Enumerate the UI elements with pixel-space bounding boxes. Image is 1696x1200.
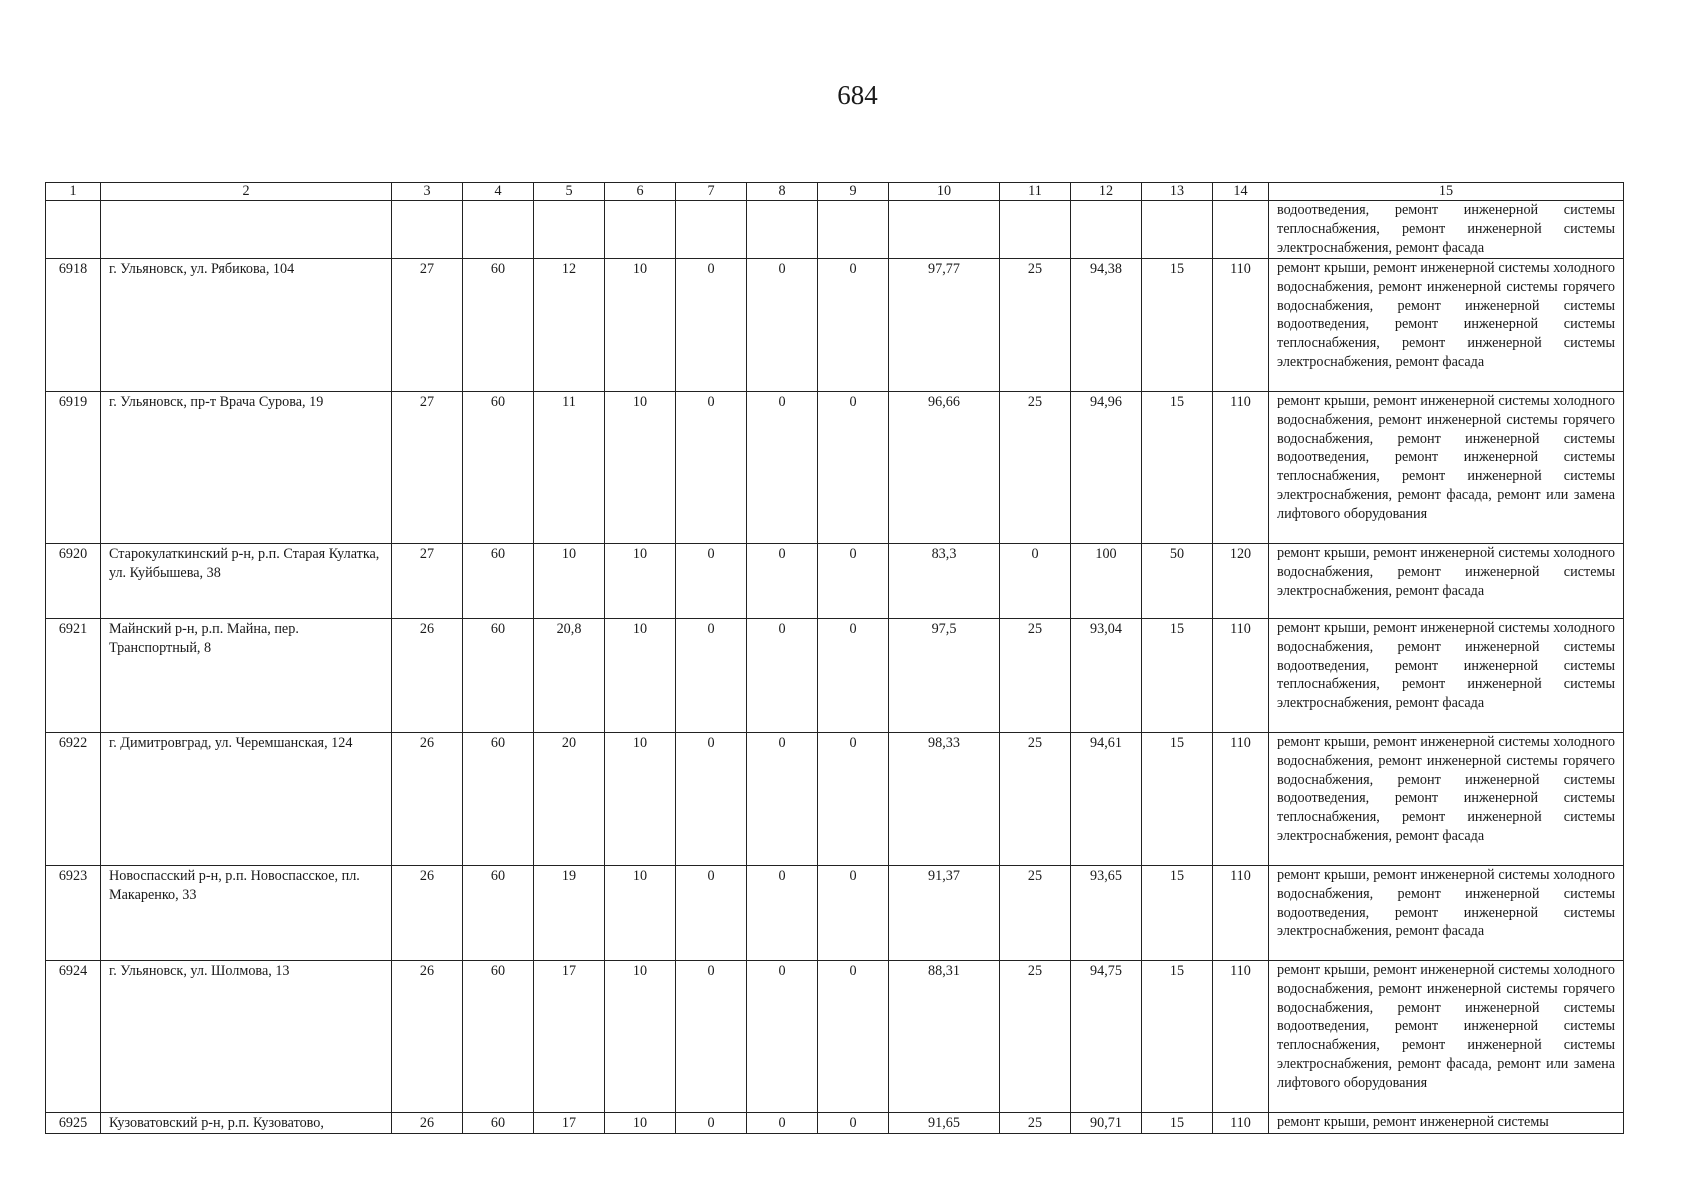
- row-number: 6924: [46, 961, 101, 1113]
- data-cell: 94,61: [1071, 733, 1142, 866]
- data-cell: 0: [1000, 544, 1071, 619]
- column-header: 9: [818, 183, 889, 201]
- data-cell: 15: [1142, 259, 1213, 392]
- data-cell: 0: [818, 544, 889, 619]
- data-cell: 0: [818, 392, 889, 544]
- data-cell: 19: [534, 866, 605, 961]
- data-cell: [1071, 201, 1142, 259]
- data-cell: [392, 201, 463, 259]
- table-row: [46, 619, 1624, 733]
- row-number: 6921: [46, 619, 101, 733]
- repair-works-cell: ремонт крыши, ремонт инженерной системы холодного водоснабжения, ремонт инженерной системы водоотведения, ремонт инженерной системы теплоснабжения, ремонт инженерной системы электроснабжения, ремонт фасада: [1269, 619, 1624, 733]
- data-cell: 0: [676, 733, 747, 866]
- data-cell: 10: [605, 259, 676, 392]
- address-cell: г. Ульяновск, ул. Рябикова, 104: [101, 259, 392, 392]
- data-cell: 15: [1142, 733, 1213, 866]
- data-cell: 60: [463, 1113, 534, 1134]
- column-header: 8: [747, 183, 818, 201]
- data-cell: 0: [747, 544, 818, 619]
- data-cell: 110: [1213, 1113, 1269, 1134]
- data-cell: 10: [534, 544, 605, 619]
- column-header: 2: [101, 183, 392, 201]
- row-number: 6918: [46, 259, 101, 392]
- data-cell: 120: [1213, 544, 1269, 619]
- data-cell: 97,77: [889, 259, 1000, 392]
- table-row: [46, 961, 1624, 1113]
- data-cell: 27: [392, 544, 463, 619]
- address-cell: г. Димитровград, ул. Черемшанская, 124: [101, 733, 392, 866]
- data-cell: 0: [818, 961, 889, 1113]
- housing-repair-table: [45, 182, 1624, 1134]
- data-cell: [1142, 201, 1213, 259]
- repair-works-cell: ремонт крыши, ремонт инженерной системы холодного водоснабжения, ремонт инженерной системы горячего водоснабжения, ремонт инженерной системы водоотведения, ремонт инженерной системы теплоснабжения, ремонт инженерной системы электроснабжения, ремонт фасада, ремонт или замена лифтового оборудования: [1269, 392, 1624, 544]
- data-cell: 15: [1142, 1113, 1213, 1134]
- address-cell: Майнский р-н, р.п. Майна, пер. Транспортный, 8: [101, 619, 392, 733]
- data-cell: [676, 201, 747, 259]
- data-cell: 110: [1213, 392, 1269, 544]
- data-cell: 60: [463, 259, 534, 392]
- data-cell: 25: [1000, 961, 1071, 1113]
- data-cell: 93,04: [1071, 619, 1142, 733]
- data-cell: [463, 201, 534, 259]
- data-cell: 15: [1142, 619, 1213, 733]
- data-cell: 26: [392, 733, 463, 866]
- data-cell: 0: [747, 259, 818, 392]
- data-cell: 0: [747, 733, 818, 866]
- column-header: 14: [1213, 183, 1269, 201]
- data-cell: 26: [392, 866, 463, 961]
- data-cell: 91,37: [889, 866, 1000, 961]
- data-cell: 26: [392, 961, 463, 1113]
- data-cell: [534, 201, 605, 259]
- data-cell: 0: [676, 961, 747, 1113]
- data-cell: 0: [676, 619, 747, 733]
- table-row: [46, 733, 1624, 866]
- address-cell: Старокулаткинский р-н, р.п. Старая Кулатка, ул. Куйбышева, 38: [101, 544, 392, 619]
- data-cell: 11: [534, 392, 605, 544]
- data-cell: 94,96: [1071, 392, 1142, 544]
- data-cell: 27: [392, 392, 463, 544]
- address-cell: г. Ульяновск, пр-т Врача Сурова, 19: [101, 392, 392, 544]
- data-cell: 0: [676, 259, 747, 392]
- data-cell: 60: [463, 866, 534, 961]
- data-cell: [747, 201, 818, 259]
- data-cell: 0: [747, 1113, 818, 1134]
- address-cell: г. Ульяновск, ул. Шолмова, 13: [101, 961, 392, 1113]
- data-cell: 93,65: [1071, 866, 1142, 961]
- data-cell: [605, 201, 676, 259]
- column-header: 7: [676, 183, 747, 201]
- data-cell: 10: [605, 961, 676, 1113]
- data-cell: 60: [463, 619, 534, 733]
- repair-works-cell: ремонт крыши, ремонт инженерной системы холодного водоснабжения, ремонт инженерной системы электроснабжения, ремонт фасада: [1269, 544, 1624, 619]
- data-cell: 60: [463, 961, 534, 1113]
- repair-works-cell: ремонт крыши, ремонт инженерной системы холодного водоснабжения, ремонт инженерной системы горячего водоснабжения, ремонт инженерной системы водоотведения, ремонт инженерной системы теплоснабжения, ремонт инженерной системы электроснабжения, ремонт фасада: [1269, 259, 1624, 392]
- row-number: 6923: [46, 866, 101, 961]
- row-number: [46, 201, 101, 259]
- data-cell: 98,33: [889, 733, 1000, 866]
- data-cell: 0: [818, 619, 889, 733]
- data-cell: 26: [392, 619, 463, 733]
- data-cell: 20,8: [534, 619, 605, 733]
- data-cell: 25: [1000, 259, 1071, 392]
- table-row: [46, 544, 1624, 619]
- data-cell: 90,71: [1071, 1113, 1142, 1134]
- column-header: 5: [534, 183, 605, 201]
- data-cell: [1213, 201, 1269, 259]
- column-header: 1: [46, 183, 101, 201]
- table-row: [46, 1113, 1624, 1134]
- row-number: 6922: [46, 733, 101, 866]
- data-cell: 25: [1000, 733, 1071, 866]
- data-cell: 60: [463, 392, 534, 544]
- data-cell: 15: [1142, 392, 1213, 544]
- column-header: 13: [1142, 183, 1213, 201]
- data-cell: 0: [747, 619, 818, 733]
- repair-works-cell: ремонт крыши, ремонт инженерной системы холодного водоснабжения, ремонт инженерной системы горячего водоснабжения, ремонт инженерной системы водоотведения, ремонт инженерной системы теплоснабжения, ремонт инженерной системы электроснабжения, ремонт фасада: [1269, 733, 1624, 866]
- data-cell: 0: [747, 392, 818, 544]
- table-row: [46, 259, 1624, 392]
- repair-works-cell: ремонт крыши, ремонт инженерной системы: [1269, 1113, 1624, 1134]
- column-header: 6: [605, 183, 676, 201]
- data-cell: 10: [605, 1113, 676, 1134]
- row-number: 6920: [46, 544, 101, 619]
- data-cell: 10: [605, 733, 676, 866]
- data-cell: 15: [1142, 961, 1213, 1113]
- address-cell: Новоспасский р-н, р.п. Новоспасское, пл. Макаренко, 33: [101, 866, 392, 961]
- data-cell: 0: [676, 866, 747, 961]
- data-cell: 0: [676, 544, 747, 619]
- data-cell: 110: [1213, 619, 1269, 733]
- data-cell: 110: [1213, 961, 1269, 1113]
- data-cell: 0: [747, 866, 818, 961]
- data-cell: 60: [463, 733, 534, 866]
- data-cell: 0: [818, 259, 889, 392]
- data-cell: 100: [1071, 544, 1142, 619]
- data-cell: 10: [605, 392, 676, 544]
- column-header: 4: [463, 183, 534, 201]
- column-header: 12: [1071, 183, 1142, 201]
- data-cell: 0: [818, 1113, 889, 1134]
- address-cell: Кузоватовский р-н, р.п. Кузоватово,: [101, 1113, 392, 1134]
- data-cell: [818, 201, 889, 259]
- data-cell: 10: [605, 866, 676, 961]
- data-cell: 0: [676, 392, 747, 544]
- data-cell: 20: [534, 733, 605, 866]
- data-cell: 60: [463, 544, 534, 619]
- data-cell: [1000, 201, 1071, 259]
- table-row: [46, 201, 1624, 259]
- data-cell: 17: [534, 1113, 605, 1134]
- data-cell: 0: [818, 866, 889, 961]
- address-cell: [101, 201, 392, 259]
- data-cell: 91,65: [889, 1113, 1000, 1134]
- column-header: 3: [392, 183, 463, 201]
- data-cell: 17: [534, 961, 605, 1113]
- column-header: 10: [889, 183, 1000, 201]
- data-cell: 25: [1000, 392, 1071, 544]
- data-cell: 26: [392, 1113, 463, 1134]
- data-cell: 110: [1213, 866, 1269, 961]
- data-cell: 97,5: [889, 619, 1000, 733]
- data-cell: 0: [747, 961, 818, 1113]
- data-cell: 110: [1213, 733, 1269, 866]
- data-cell: 10: [605, 544, 676, 619]
- data-cell: 15: [1142, 866, 1213, 961]
- repair-works-cell: водоотведения, ремонт инженерной системы теплоснабжения, ремонт инженерной системы электроснабжения, ремонт фасада: [1269, 201, 1624, 259]
- data-cell: 0: [818, 733, 889, 866]
- row-number: 6919: [46, 392, 101, 544]
- data-cell: 27: [392, 259, 463, 392]
- data-cell: 25: [1000, 619, 1071, 733]
- repair-works-cell: ремонт крыши, ремонт инженерной системы холодного водоснабжения, ремонт инженерной системы горячего водоснабжения, ремонт инженерной системы водоотведения, ремонт инженерной системы теплоснабжения, ремонт инженерной системы электроснабжения, ремонт фасада, ремонт или замена лифтового оборудования: [1269, 961, 1624, 1113]
- row-number: 6925: [46, 1113, 101, 1134]
- data-cell: 94,75: [1071, 961, 1142, 1113]
- table-row: [46, 866, 1624, 961]
- data-cell: 88,31: [889, 961, 1000, 1113]
- page-number: 684: [837, 80, 878, 110]
- data-cell: 96,66: [889, 392, 1000, 544]
- column-header: 15: [1269, 183, 1624, 201]
- repair-works-cell: ремонт крыши, ремонт инженерной системы холодного водоснабжения, ремонт инженерной системы водоотведения, ремонт инженерной системы электроснабжения, ремонт фасада: [1269, 866, 1624, 961]
- data-cell: 12: [534, 259, 605, 392]
- data-cell: 83,3: [889, 544, 1000, 619]
- table-row: [46, 392, 1624, 544]
- data-cell: 0: [676, 1113, 747, 1134]
- column-number-row: [46, 183, 1624, 201]
- data-cell: [889, 201, 1000, 259]
- data-cell: 25: [1000, 866, 1071, 961]
- column-header: 11: [1000, 183, 1071, 201]
- data-cell: 25: [1000, 1113, 1071, 1134]
- data-cell: 10: [605, 619, 676, 733]
- data-cell: 94,38: [1071, 259, 1142, 392]
- data-cell: 50: [1142, 544, 1213, 619]
- data-cell: 110: [1213, 259, 1269, 392]
